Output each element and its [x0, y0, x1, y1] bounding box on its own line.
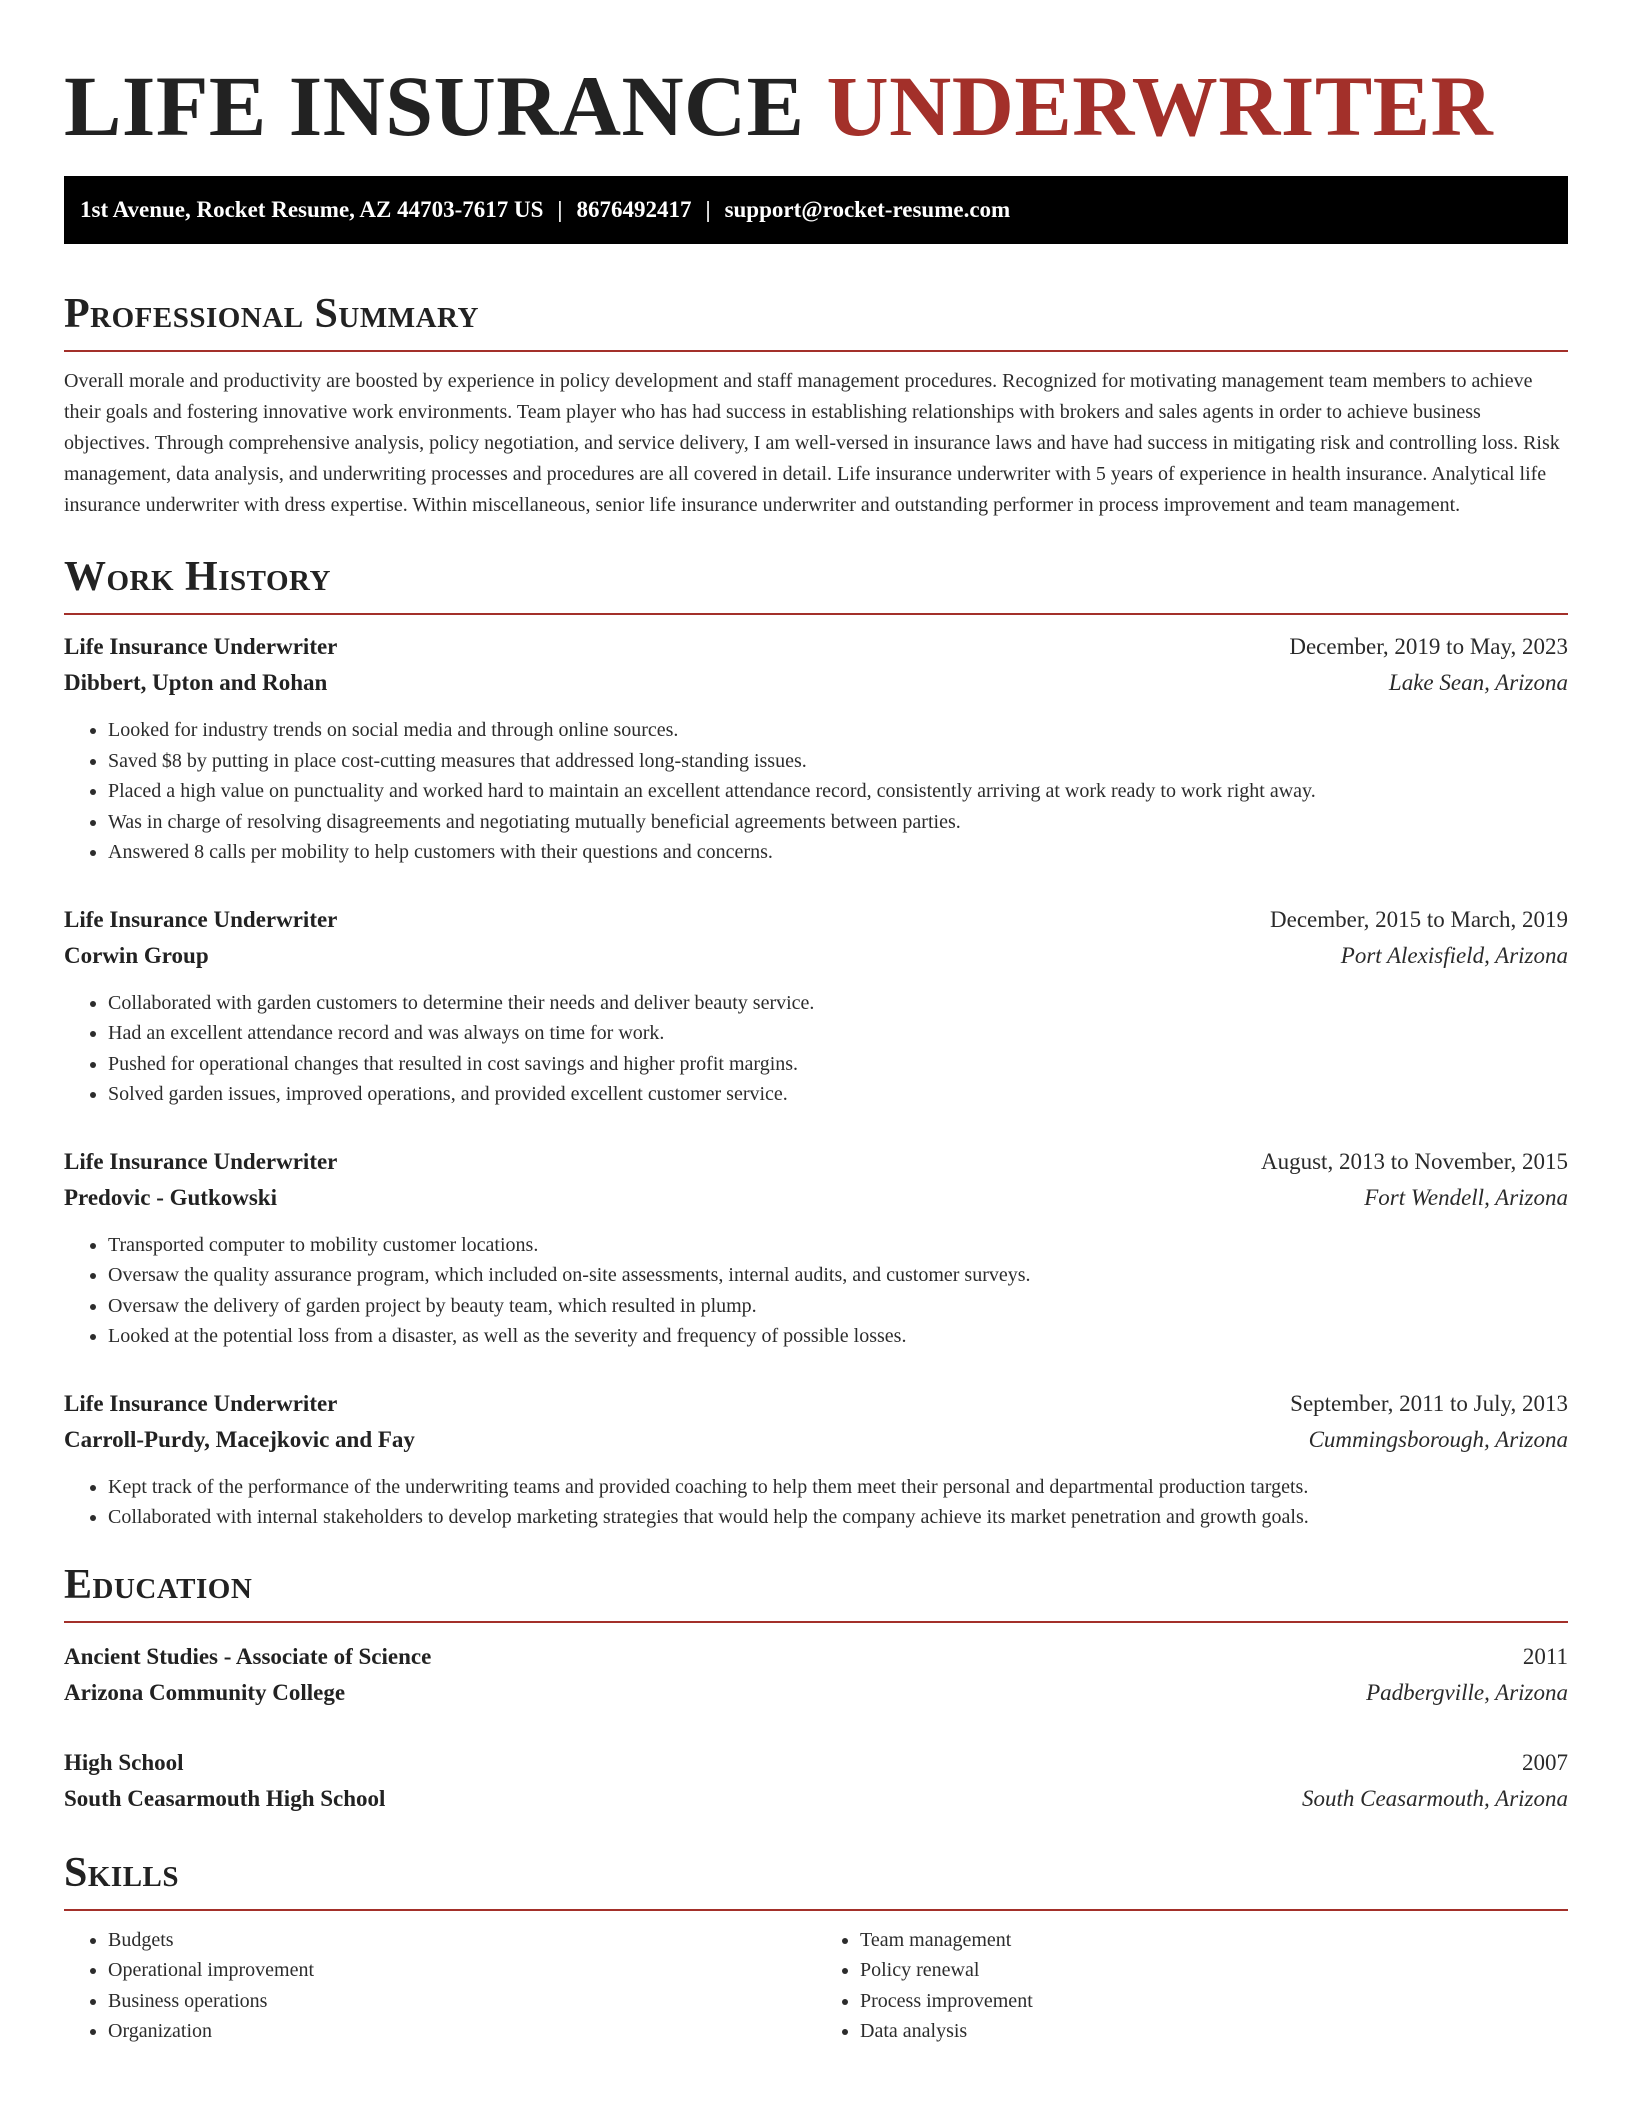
skill-item: • Business operations	[108, 1986, 816, 2017]
job-title: Life Insurance Underwriter	[64, 1390, 338, 1416]
job-company: Dibbert, Upton and Rohan	[64, 670, 328, 695]
job-bullets	[64, 1230, 1568, 1352]
job-bullet: • Collaborated with garden customers to determine their needs and deliver beauty service.	[108, 988, 1568, 1019]
resume-title	[64, 0, 1568, 176]
job-dates: August, 2013 to November, 2015	[1261, 1148, 1568, 1174]
education-entry	[64, 1745, 1568, 1817]
skill-item: • Team management	[860, 1925, 1568, 1956]
job-entry	[64, 1144, 1568, 1352]
work-history-section	[64, 551, 1568, 1533]
education-entry	[64, 1639, 1568, 1711]
summary-text: Overall morale and productivity are boosted by experience in policy development and staff management procedures. Recognized for motivating management team members to achieve their goals and fostering innovative work environments. Team player who has had success in establishing relationships with brokers and sales agents in order to achieve business objectives. Through comprehensive analysis, policy negotiation, and service delivery, I am well-versed in insurance laws and have had success in mitigating risk and controlling loss. Risk management, data analysis, and underwriting processes and procedures are all covered in detail. Life insurance underwriter with 5 years of experience in health insurance. Analytical life insurance underwriter with dress expertise. Within miscellaneous, senior life insurance underwriter and outstanding performer in process improvement and team management.	[64, 370, 1560, 516]
job-bullet: • Oversaw the quality assurance program, which included on-site assessments, internal audits, and customer surveys.	[108, 1260, 1568, 1291]
job-dates: December, 2019 to May, 2023	[1289, 634, 1568, 659]
job-location: Fort Wendell, Arizona	[1364, 1184, 1568, 1210]
skill-item: • Process improvement	[860, 1986, 1568, 2017]
skills-column-left	[64, 1925, 816, 2047]
education-section	[64, 1559, 1568, 1817]
job-dates: September, 2011 to July, 2013	[1290, 1390, 1568, 1416]
job-title: Life Insurance Underwriter	[64, 1148, 338, 1174]
job-dates: December, 2015 to March, 2019	[1270, 906, 1568, 932]
section-heading-summary: Professional Summary	[64, 288, 1568, 352]
skill-item: • Data analysis	[860, 2016, 1568, 2047]
skill-item: • Budgets	[108, 1925, 816, 1956]
job-title: Life Insurance Underwriter	[64, 634, 338, 659]
contact-separator: |	[705, 197, 711, 222]
education-degree: Ancient Studies - Associate of Science	[64, 1643, 432, 1669]
job-company: Predovic - Gutkowski	[64, 1184, 277, 1210]
skill-item: • Operational improvement	[108, 1955, 816, 1986]
job-bullet: • Had an excellent attendance record and was always on time for work.	[108, 1018, 1568, 1049]
education-school: South Ceasarmouth High School	[64, 1785, 386, 1811]
section-heading-education: Education	[64, 1559, 1568, 1623]
education-school: Arizona Community College	[64, 1679, 346, 1705]
job-bullet: • Looked at the potential loss from a disaster, as well as the severity and frequency of possible losses.	[108, 1321, 1568, 1352]
job-entry	[64, 1386, 1568, 1533]
job-company: Carroll-Purdy, Macejkovic and Fay	[64, 1426, 415, 1452]
job-bullet: • Answered 8 calls per mobility to help customers with their questions and concerns.	[108, 837, 1568, 868]
job-title: Life Insurance Underwriter	[64, 906, 338, 932]
skills-section	[64, 1847, 1568, 2047]
job-location: Cummingsborough, Arizona	[1308, 1426, 1568, 1452]
job-location: Lake Sean, Arizona	[1388, 670, 1568, 695]
title-part-accent: UNDERWRITER	[826, 58, 1494, 154]
job-bullet: • Oversaw the delivery of garden project by beauty team, which resulted in plump.	[108, 1291, 1568, 1322]
job-company: Corwin Group	[64, 942, 209, 968]
job-entry	[64, 629, 1568, 868]
job-bullets	[64, 1472, 1568, 1533]
job-bullet: • Saved $8 by putting in place cost-cutting measures that addressed long-standing issues.	[108, 746, 1568, 777]
skill-item: • Policy renewal	[860, 1955, 1568, 1986]
job-bullet: • Looked for industry trends on social media and through online sources.	[108, 715, 1568, 746]
education-year: 2011	[1522, 1643, 1568, 1669]
contact-separator: |	[557, 197, 563, 222]
job-bullet: • Was in charge of resolving disagreements and negotiating mutually beneficial agreements between parties.	[108, 807, 1568, 838]
title-part-dark: LIFE INSURANCE	[64, 58, 827, 154]
job-bullet: • Pushed for operational changes that resulted in cost savings and higher profit margins.	[108, 1049, 1568, 1080]
job-bullet: • Solved garden issues, improved operations, and provided excellent customer service.	[108, 1079, 1568, 1110]
education-degree: High School	[64, 1749, 184, 1775]
job-location: Port Alexisfield, Arizona	[1340, 942, 1568, 968]
education-location: South Ceasarmouth, Arizona	[1301, 1785, 1568, 1811]
education-year: 2007	[1522, 1749, 1568, 1775]
contact-phone: 8676492417	[576, 197, 692, 222]
job-bullet: • Transported computer to mobility customer locations.	[108, 1230, 1568, 1261]
job-bullet: • Placed a high value on punctuality and worked hard to maintain an excellent attendance record, consistently arriving at work ready to work right away.	[108, 776, 1568, 807]
skill-item: • Organization	[108, 2016, 816, 2047]
education-location: Padbergville, Arizona	[1366, 1679, 1568, 1705]
job-bullet: • Collaborated with internal stakeholders to develop marketing strategies that would help the company achieve its market penetration and growth goals.	[108, 1502, 1568, 1533]
skills-grid	[64, 1925, 1568, 2047]
contact-address: 1st Avenue, Rocket Resume, AZ 44703-7617 US	[80, 197, 544, 222]
professional-summary-section	[64, 288, 1568, 521]
contact-email: support@rocket-resume.com	[724, 197, 1011, 222]
section-heading-work: Work History	[64, 551, 1568, 615]
job-bullets	[64, 988, 1568, 1110]
job-bullet: • Kept track of the performance of the underwriting teams and provided coaching to help them meet their personal and departmental production targets.	[108, 1472, 1568, 1503]
job-bullets	[64, 715, 1568, 868]
skills-column-right	[816, 1925, 1568, 2047]
section-heading-skills: Skills	[64, 1847, 1568, 1911]
contact-bar	[64, 176, 1568, 244]
job-entry	[64, 902, 1568, 1110]
